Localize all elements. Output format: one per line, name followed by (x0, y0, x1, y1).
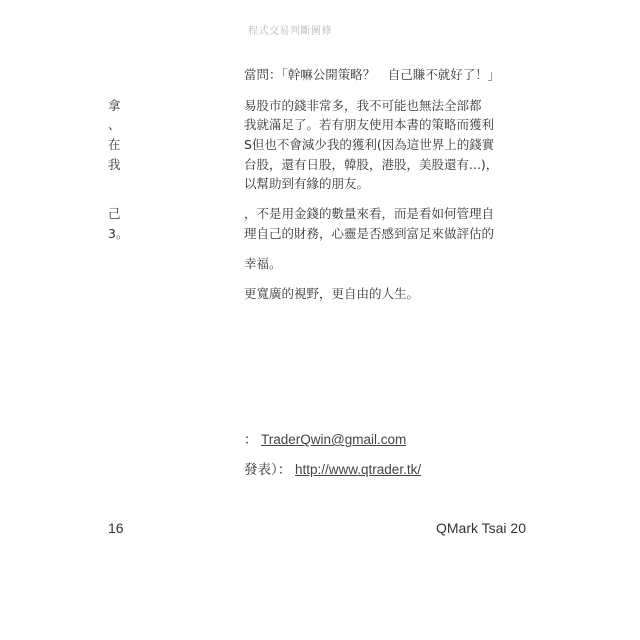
left-fragment: 、 (108, 117, 121, 132)
left-fragment: 3。 (108, 226, 129, 241)
body-line: 我就滿足了。若有朋友使用本書的策略而獲利 (244, 117, 495, 132)
body-line: 以幫助到有緣的朋友。 (244, 176, 370, 191)
body-line: 當問：「幹嘛公開策略？ 自己賺不就好了！」 (244, 67, 501, 82)
running-header: 程式交易判斷圖條 (248, 26, 332, 37)
footer-author: QMark Tsai 20 (436, 520, 526, 536)
body-line: 幸福。 (244, 256, 282, 271)
body-line: 易股市的錢非常多，我不可能也無法全部都 (244, 98, 482, 113)
left-fragment: 拿 (108, 98, 121, 113)
main-text-column (244, 0, 544, 640)
email-prefix: ： (244, 432, 258, 447)
body-line: S但也不會減少我的獲利(因為這世界上的錢實 (244, 137, 495, 152)
body-line: ，不是用金錢的數量來看，而是看如何管理自 (244, 206, 495, 221)
left-fragment: 己 (108, 206, 121, 221)
contact-site-line (244, 462, 421, 478)
email-link[interactable]: TraderQwin@gmail.com (261, 432, 407, 447)
body-line: 更寬廣的視野，更自由的人生。 (244, 286, 420, 301)
left-fragment: 在 (108, 137, 121, 152)
website-link[interactable]: http://www.qtrader.tk/ (295, 462, 422, 477)
page-number: 16 (108, 520, 124, 536)
left-fragment: 我 (108, 157, 121, 172)
body-line: 理自己的財務，心靈是否感到富足來做評估的 (244, 226, 495, 241)
body-line: 台股，還有日股，韓股，港股，美股還有...)， (244, 157, 499, 172)
contact-email-line (244, 432, 406, 448)
site-prefix: 發表）： (244, 462, 292, 477)
